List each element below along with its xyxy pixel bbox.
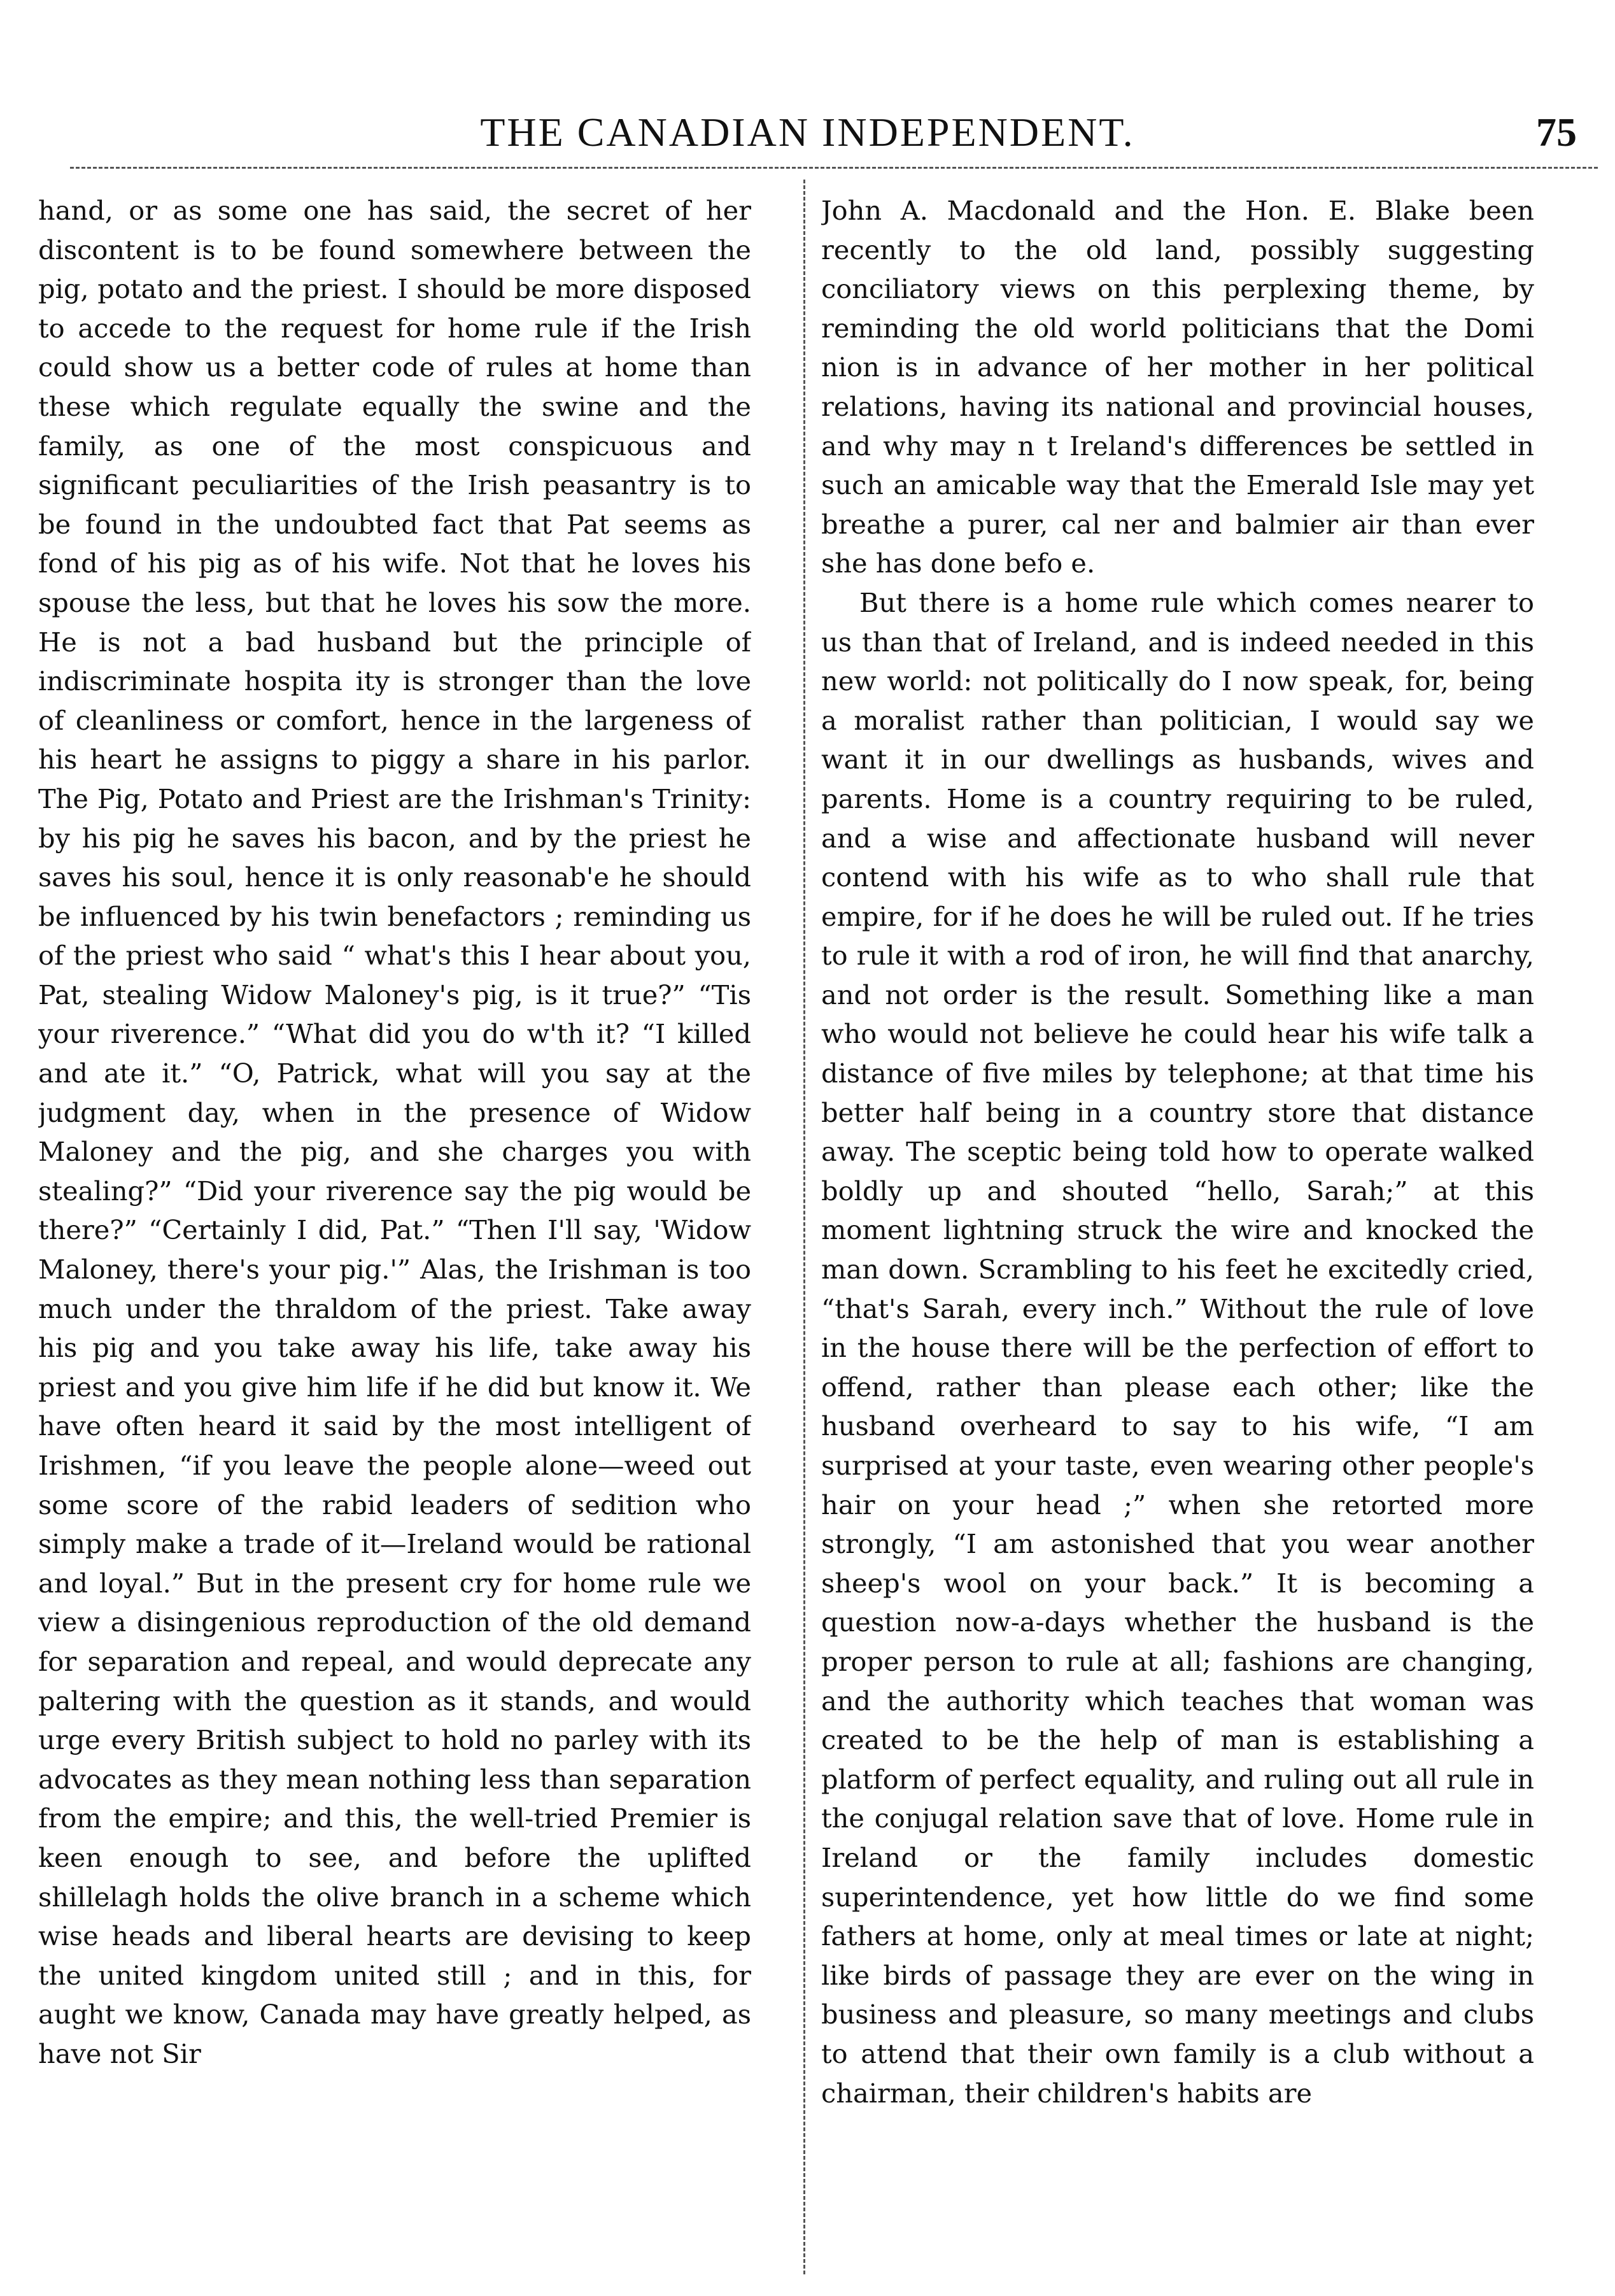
right-paragraph-2: But there is a home rule which comes nearer to us than that of Ireland, and is indeed needed in this new world: not politically do I now speak, for, being a moralist rather than politician, I would say we want it in our dwellings as husbands, wives and parents. Home is a country requiring to be ruled, and a wise and affectionate husband will never contend with his wife as to who shall rule that empire, for if he does he will be ruled out. If he tries to rule it with a rod of iron, he will find that anarchy, and not order is the result. Something like a man who would not believe he could hear his wife talk a distance of five miles by telephone; at that time his better half being in a country store that distance away. The sceptic being told how to operate walked boldly up and shouted “hello, Sarah;” at this moment lightning struck the wire and knocked the man down. Scrambling to his feet he excitedly cried, “that's Sarah, every inch.” Without the rule of love in the house there will be the perfection of effort to offend, rather than please each other; like the husband overheard to say to his wife, “I am surprised at your taste, even wearing other people's hair on your head ;” when she retorted more strongly, “I am astonished that you wear another sheep's wool on your back.” It is becoming a question now-a-days whether the husband is the proper person to rule at all; fashions are changing, and the authority which teaches that woman was created to be the help of man is establishing a platform of perfect equality, and ruling out all rule in the conjugal relation save that of love. Home rule in Ireland or the family includes domestic superintendence, yet how little do we find some fathers at home, only at meal times or late at night; like birds of passage they are ever on the wing in business and pleasure, so many meetings and clubs to attend that their own family is a club without a chairman, their children's habits are — [821, 586, 1534, 2109]
left-column — [38, 191, 751, 2273]
right-paragraph-1: John A. Macdonald and the Hon. E. Blake been recently to the old land, possibly suggesting conciliatory views on this perplexing theme, by reminding the old world politicians that the Domi nion is in advance of her mother in her political relations, having its national and provincial houses, and why may n t Ireland's differences be settled in such an amicable way that the Emerald Isle may yet breathe a purer, cal ner and balmier air than ever she has done befo e. — [821, 195, 1534, 579]
left-paragraph-1: hand, or as some one has said, the secret of her discontent is to be found somewhere between the pig, potato and the priest. I should be more disposed to accede to the request for home rule if the Irish could show us a better code of rules at home than these which regulate equally the swine and the family, as one of the most conspicuous and significant peculiarities of the Irish peasantry is to be found in the undoubted fact that Pat seems as fond of his pig as of his wife. Not that he loves his spouse the less, but that he loves his sow the more. He is not a bad husband but the principle of indiscriminate hospita ity is stronger than the love of cleanliness or comfort, hence in the largeness of his heart he assigns to piggy a share in his parlor. The Pig, Potato and Priest are the Irishman's Trinity: by his pig he saves his bacon, and by the priest he saves his soul, hence it is only reasonab'e he should be influenced by his twin benefactors ; reminding us of the priest who said “ what's this I hear about you, Pat, stealing Widow Maloney's pig, is it true?” “Tis your riverence.” “What did you do w'th it? “I killed and ate it.” “O, Patrick, what will you say at the judgment day, when in the presence of Widow Maloney and the pig, and she charges you with stealing?” “Did your riverence say the pig would be there?” “Certainly I did, Pat.” “Then I'll say, 'Widow Maloney, there's your pig.'” Alas, the Irishman is too much under the thraldom of the priest. Take away his pig and you take away his life, take away his priest and you give him life if he did but know it. We have often heard it said by the most intelligent of Irishmen, “if you leave the people alone—weed out some score of the rabid leaders of sedition who simply make a trade of it—Ireland would be rational and loyal.” But in the present cry for home rule we view a disingenious reproduction of the old demand for separation and repeal, and would deprecate any paltering with the question as it stands, and would urge every British subject to hold no parley with its advocates as they mean nothing less than separation from the empire; and this, the well-tried Premier is keen enough to see, and before the uplifted shillelagh holds the olive branch in a scheme which wise heads and liberal hearts are devising to keep the united kingdom united still ; and in this, for aught we know, Canada may have greatly helped, as have not Sir — [38, 195, 751, 2069]
header-rule — [70, 167, 1598, 169]
page-header — [0, 107, 1615, 164]
right-column — [821, 191, 1534, 2273]
publication-title: THE CANADIAN INDEPENDENT. — [480, 110, 1135, 155]
page-number: 75 — [1536, 110, 1577, 155]
column-divider — [803, 180, 805, 2274]
